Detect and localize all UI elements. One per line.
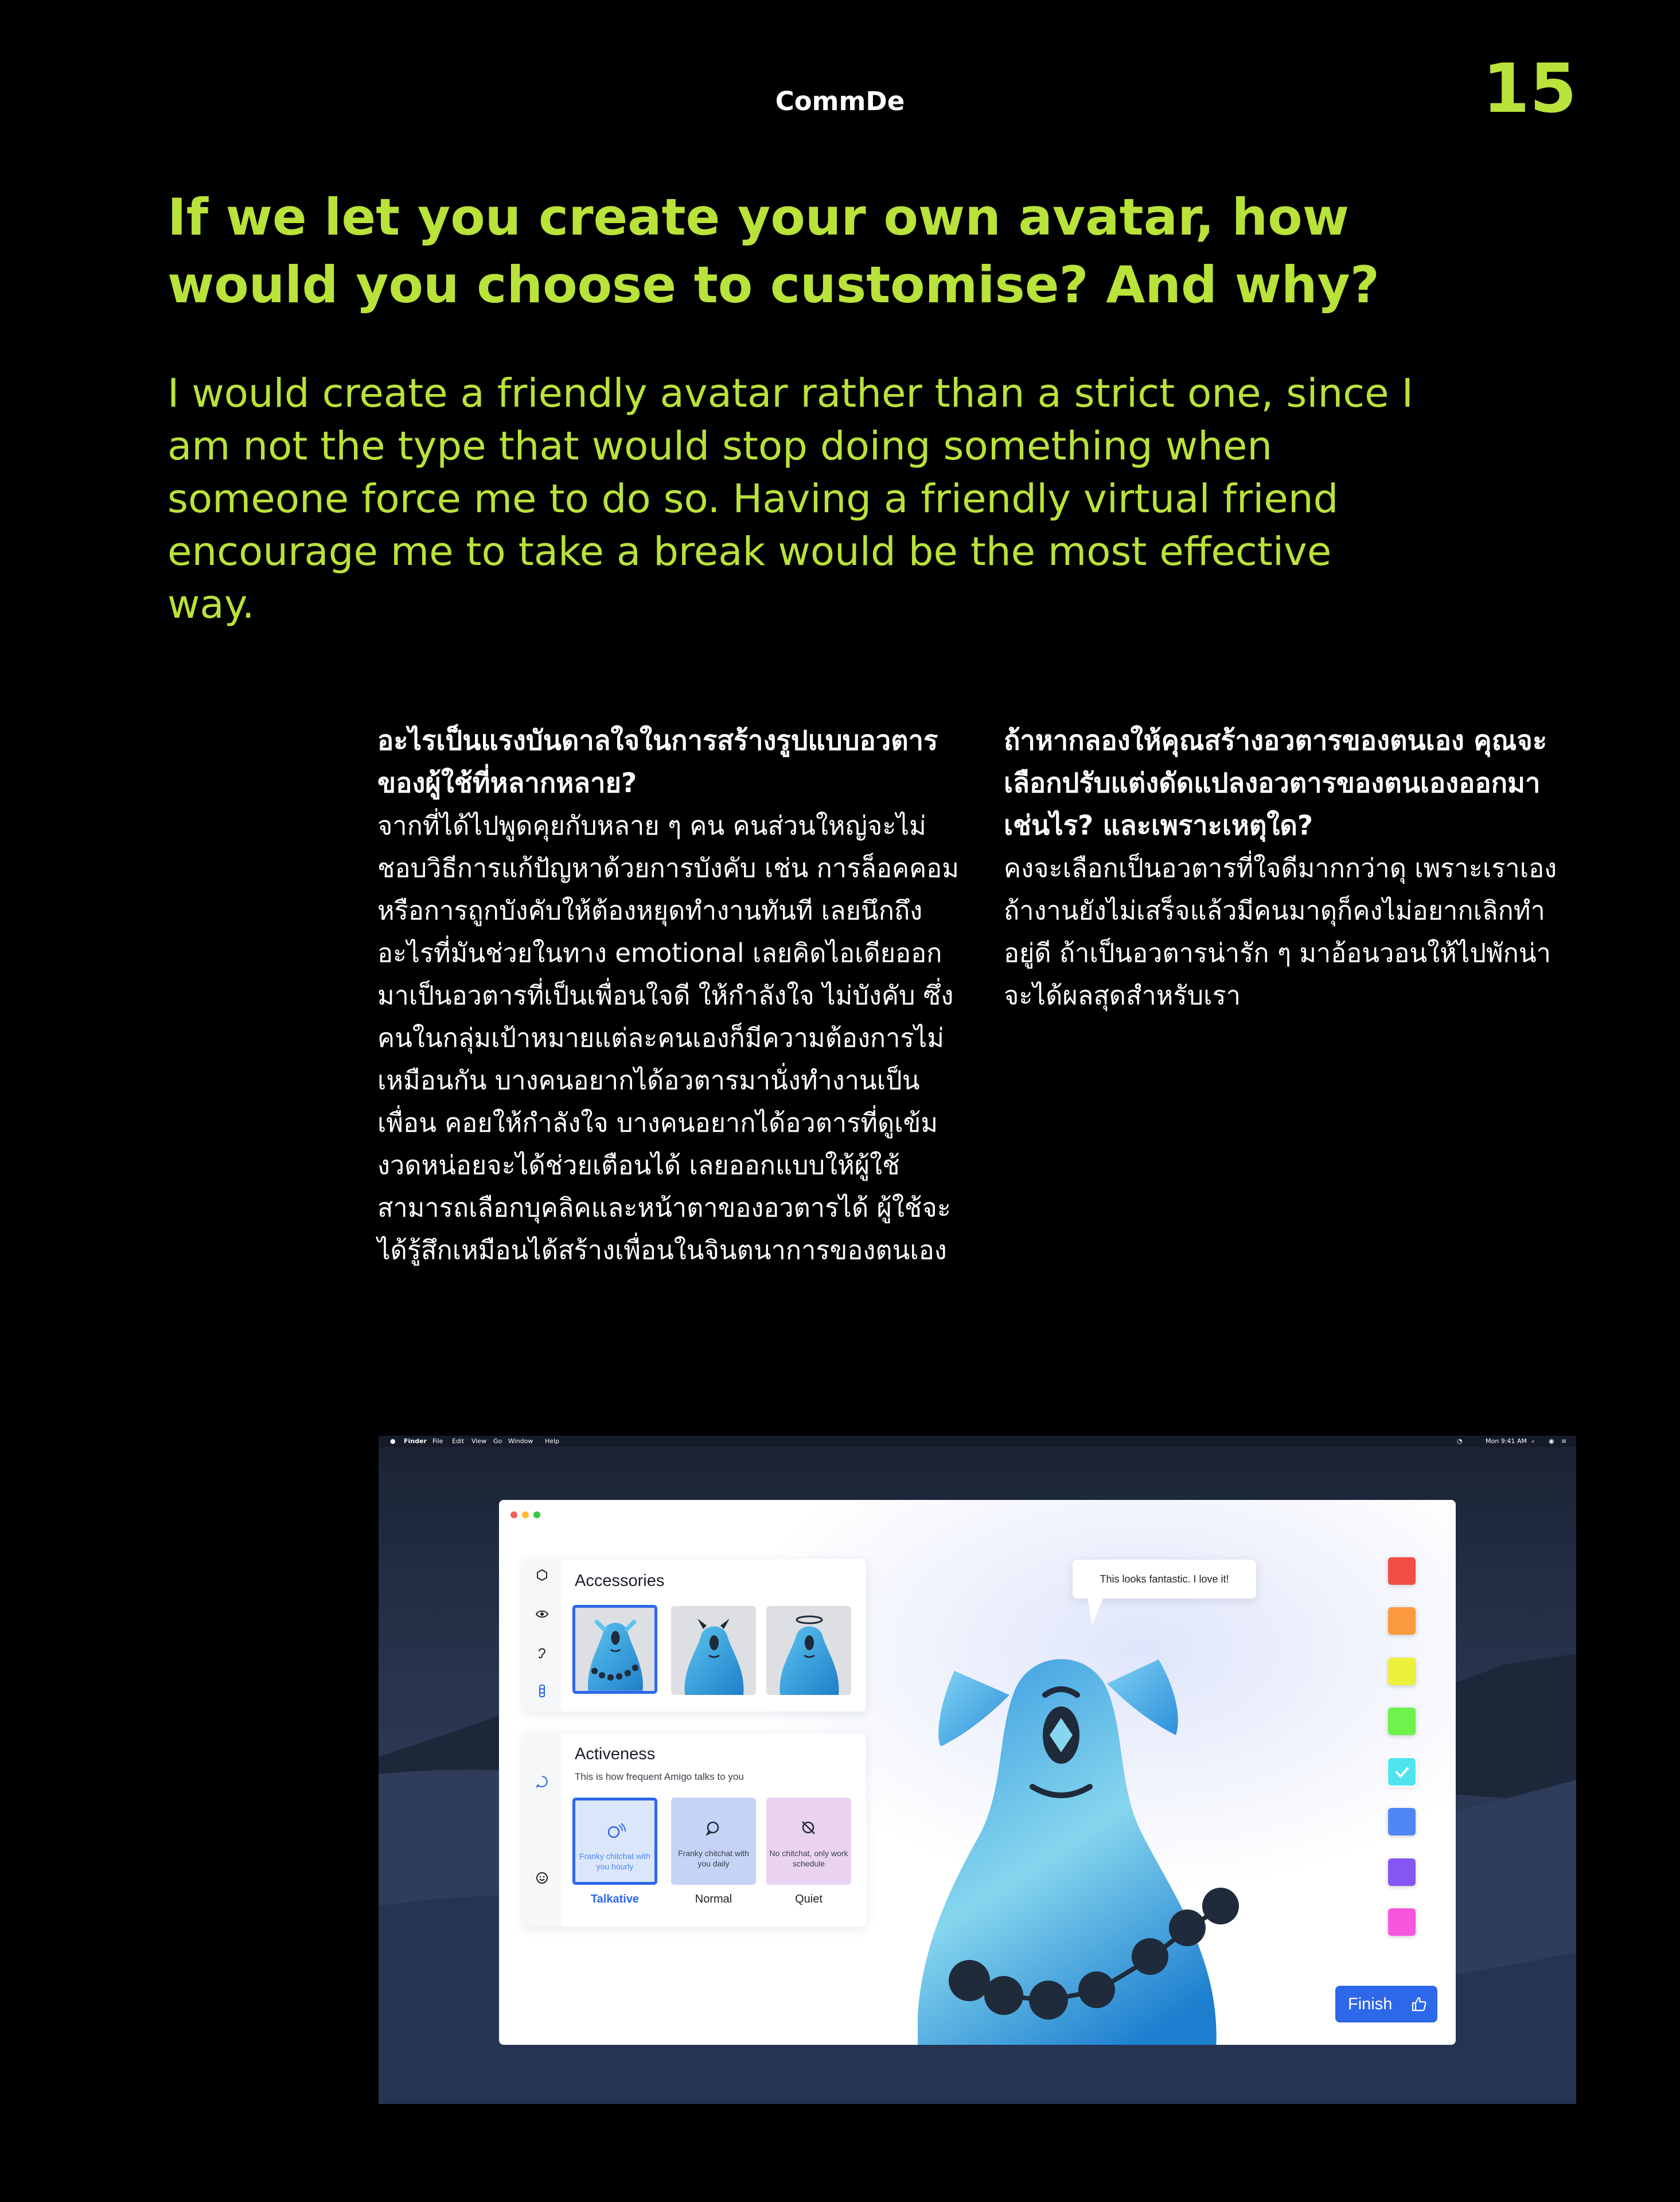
color-swatch-orange[interactable] [1388, 1607, 1416, 1635]
avatar-necklace-thumb [575, 1608, 654, 1691]
color-swatch-green[interactable] [1388, 1708, 1416, 1735]
thai-column-1 [377, 720, 962, 1272]
thai-answer-1: จากที่ได้ไปพูดคุยกับหลาย ๆ คน คนส่วนใหญ่จะไม่ชอบวิธีการแก้ปัญหาด้วยการบังคับ เช่น การล็อคคอม หรือการถูกบังคับให้ต้องหยุดทำงานทันที เลยนึกถึงอะไรที่มันช่วยในทาง emotional เลยคิดไอเดียออกมาเป็นอวตารที่เป็นเพื่อนใจดี ให้กำลังใจ ไม่บังคับ ซึ่งคนในกลุ่มเป้าหมายแต่ละคนเองก็มีความต้องการไม่เหมือนกัน บางคนอยากได้อวตารมานั่งทำงานเป็นเพื่อน คอยให้กำลังใจ บางคนอยากได้อวตารที่ดูเข้มงวดหน่อยจะได้ช่วยเตือนได้ เลยออกแบบให้ผู้ใช้สามารถเลือกบุคลิคและหน้าตาของอวตารได้ ผู้ใช้จะได้รู้สึกเหมือนได้สร้างเพื่อนในจินตนาการของตนเอง [377, 810, 959, 1265]
color-swatch-blue[interactable] [1388, 1808, 1416, 1835]
finish-label: Finish [1348, 1995, 1393, 2013]
search-icon[interactable]: ⌕ [1531, 1437, 1535, 1445]
thai-column-2 [1004, 720, 1577, 1017]
menu-edit[interactable]: Edit [452, 1437, 465, 1445]
thumbs-up-icon [1411, 1996, 1427, 2012]
brand-name: CommDe [775, 86, 905, 116]
zoom-button[interactable] [533, 1511, 540, 1518]
accessory-horns[interactable] [671, 1606, 756, 1695]
option-normal-desc: Franky chitchat with you daily [678, 1849, 749, 1868]
page-number: 15 [1482, 49, 1577, 128]
menu-file[interactable]: File [432, 1437, 443, 1445]
chat-icon [704, 1819, 722, 1837]
color-swatch-cyan[interactable] [1388, 1758, 1416, 1786]
avatar-horns-thumb [671, 1606, 756, 1695]
avatar-halo-thumb [766, 1606, 851, 1695]
color-swatch-pink[interactable] [1388, 1908, 1416, 1936]
activeness-panel [523, 1733, 866, 1927]
menu-view[interactable]: View [471, 1437, 487, 1445]
speech-bubble: This looks fantastic. I love it! [1073, 1560, 1256, 1599]
chat-waves-icon [606, 1822, 626, 1839]
ear-icon[interactable] [535, 1646, 549, 1660]
check-icon [1388, 1758, 1416, 1786]
option-normal-label: Normal [695, 1893, 732, 1905]
smiley-icon[interactable] [535, 1871, 549, 1885]
color-swatch-purple[interactable] [1388, 1858, 1416, 1886]
option-quiet-desc: No chitchat, only work schedule [769, 1849, 848, 1868]
option-quiet-label: Quiet [795, 1893, 823, 1905]
app-window [499, 1500, 1456, 2045]
activeness-title: Activeness [575, 1745, 656, 1763]
thai-question-1: อะไรเป็นแรงบันดาลใจในการสร้างรูปแบบอวตารของผู้ใช้ที่หลากหลาย? [377, 725, 938, 799]
apple-icon[interactable]: ● [390, 1437, 396, 1445]
control-center-icon[interactable]: ◉ [1549, 1437, 1554, 1445]
color-swatch-red[interactable] [1388, 1557, 1416, 1585]
accessories-title: Accessories [575, 1572, 665, 1590]
clock[interactable]: Mon 9:41 AM [1486, 1437, 1527, 1445]
option-normal[interactable] [671, 1798, 756, 1885]
option-talkative[interactable] [572, 1798, 657, 1885]
menu-bar [379, 1436, 1576, 1447]
eye-icon[interactable] [535, 1607, 549, 1621]
main-answer: I would create a friendly avatar rather than a strict one, since I am not the type that would stop doing something when someone force me to do so. Having a friendly virtual friend encourage me to take a break would be the most effective way. [167, 371, 1413, 628]
main-question: If we let you create your own avatar, how would you choose to customise? And why? [167, 188, 1379, 314]
option-quiet[interactable] [766, 1798, 851, 1885]
menu-window[interactable]: Window [508, 1437, 533, 1445]
app-screenshot [379, 1436, 1576, 2104]
menu-finder[interactable]: Finder [404, 1437, 427, 1445]
option-talkative-label: Talkative [590, 1893, 640, 1905]
hexagon-icon[interactable] [535, 1568, 549, 1582]
activeness-subtitle: This is how frequent Amigo talks to you [575, 1771, 744, 1782]
accessories-rail [523, 1559, 561, 1712]
chat-muted-icon [800, 1819, 817, 1837]
list-icon[interactable]: ≡ [1561, 1437, 1567, 1445]
thai-answer-2: คงจะเลือกเป็นอวตารที่ใจดีมากกว่าดุ เพราะเราเองถ้างานยังไม่เสร็จแล้วมีคนมาดุก็คงไม่อยากเลิกทำอยู่ดี ถ้าเป็นอวตารน่ารัก ๆ มาอ้อนวอนให้ไปพักน่าจะได้ผลสุดสำหรับเรา [1004, 853, 1557, 1011]
close-button[interactable] [510, 1511, 517, 1518]
minimize-button[interactable] [522, 1511, 529, 1518]
chat-bubble-icon[interactable] [535, 1775, 549, 1788]
thai-question-2: ถ้าหากลองให้คุณสร้างอวตารของตนเอง คุณจะเลือกปรับแต่งดัดแปลงอวตารของตนเองออกมาเช่นไร? และเพราะเหตุใด? [1004, 725, 1548, 841]
color-swatch-yellow[interactable] [1388, 1658, 1416, 1685]
menu-go[interactable]: Go [493, 1437, 502, 1445]
watch-icon[interactable] [535, 1684, 549, 1698]
option-talkative-desc: Franky chitchat with you hourly [579, 1852, 650, 1871]
menu-help[interactable]: Help [545, 1437, 560, 1445]
accessories-panel [523, 1559, 866, 1712]
accessory-necklace[interactable] [572, 1605, 657, 1694]
avatar-preview [918, 1638, 1331, 2045]
finish-button[interactable] [1335, 1986, 1437, 2022]
speech-bubble-tail [1084, 1597, 1107, 1626]
wifi-icon[interactable]: ◔ [1457, 1437, 1463, 1445]
activeness-rail [523, 1733, 561, 1927]
accessory-halo[interactable] [766, 1606, 851, 1695]
